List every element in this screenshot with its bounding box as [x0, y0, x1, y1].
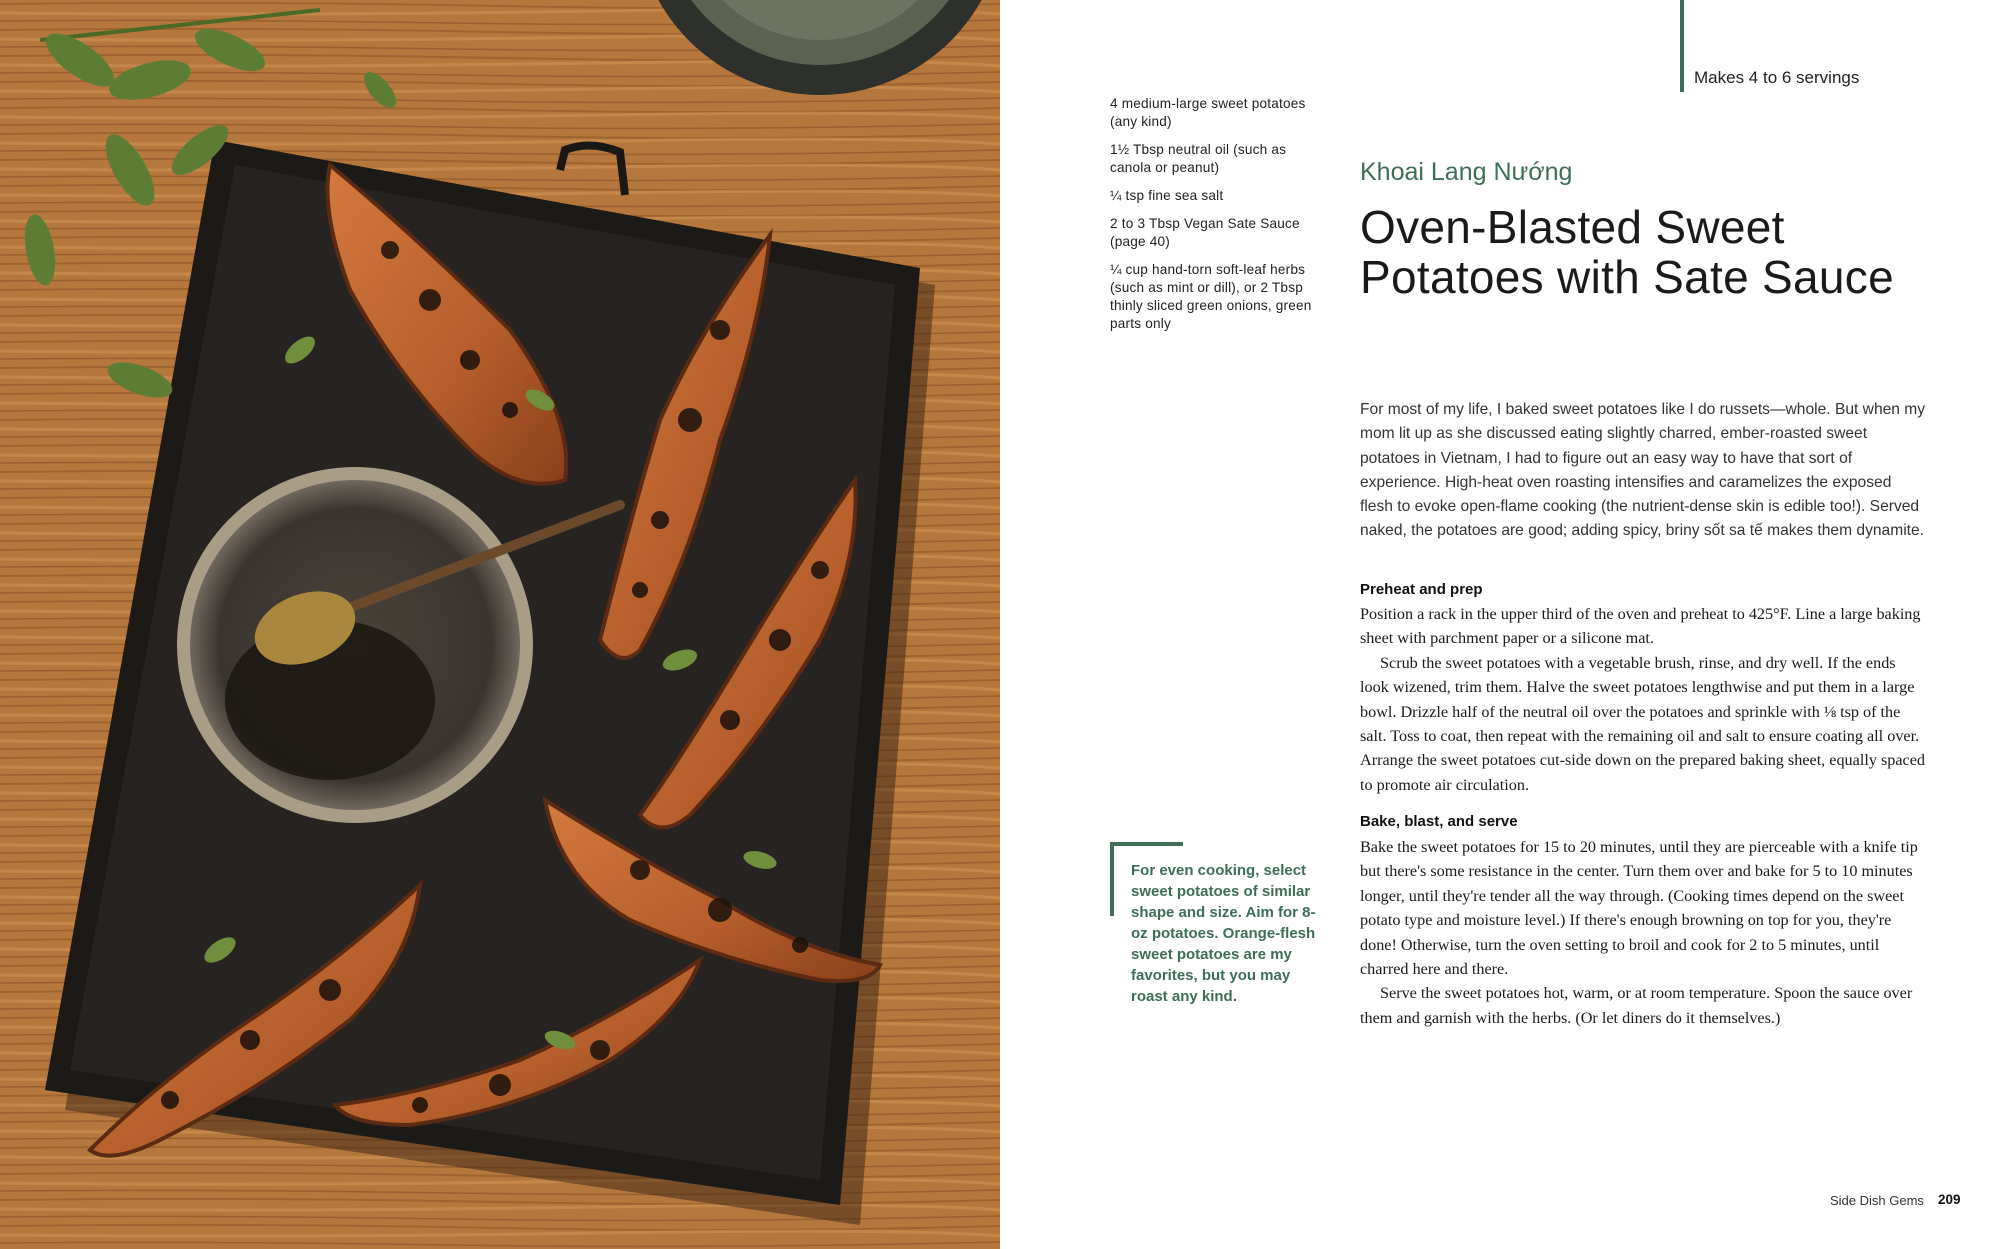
recipe-subtitle: Khoai Lang Nướng — [1360, 158, 1573, 186]
bake-body — [1360, 835, 1928, 1030]
servings: Makes 4 to 6 servings — [1694, 68, 1860, 87]
page-number: 209 — [1938, 1192, 1961, 1207]
ingredient-item: ¼ cup hand-torn soft-leaf herbs (such as mint or dill), or 2 Tbsp thinly sliced green onions, green parts only — [1110, 262, 1312, 331]
recipe-intro: For most of my life, I baked sweet potatoes like I do russets—whole. But when my mom lit up as she discussed eating slightly charred, ember-roasted sweet potatoes in Vietnam, I had to figure out an easy way to have that sort of experience. High-heat oven roasting intensifies and caramelizes the exposed flesh to evoke open-flame cooking (the nutrient-dense skin is edible too!). Served naked, the potatoes are good; adding spicy, briny sốt sa tế makes them dynamite. — [1360, 401, 1926, 540]
recipe-title-line2: Potatoes with Sate Sauce — [1360, 251, 1894, 303]
preheat-paragraph: Scrub the sweet potatoes with a vegetable brush, rinse, and dry well. If the ends look wizened, trim them. Halve the sweet potatoes lengthwise and put them in a large bowl. Drizzle half of the neutral oil over the potatoes and sprinkle with ⅛ tsp of the salt. Toss to coat, then repeat with the remaining oil and salt to ensure coating all over. Arrange the sweet potatoes cut-side down on the prepared baking sheet, equally spaced to promote air circulation. — [1360, 653, 1926, 794]
ingredient-item: 4 medium-large sweet potatoes (any kind) — [1110, 96, 1306, 129]
footer-section-title: Side Dish Gems — [1830, 1193, 1924, 1208]
preheat-heading: Preheat and prep — [1360, 581, 1483, 598]
ingredient-list — [1110, 95, 1315, 343]
bake-heading: Bake, blast, and serve — [1360, 813, 1518, 830]
tip-rule — [1110, 842, 1114, 916]
recipe-page — [1000, 0, 2000, 1249]
bake-paragraph: Serve the sweet potatoes hot, warm, or at room temperature. Spoon the sauce over them and garnish with the herbs. (Or let diners do it themselves.) — [1360, 984, 1913, 1027]
preheat-paragraph: Position a rack in the upper third of the oven and preheat to 425°F. Line a large baking sheet with parchment paper or a silicone mat. — [1360, 605, 1921, 648]
ingredient-item: 2 to 3 Tbsp Vegan Sate Sauce (page 40) — [1110, 216, 1300, 249]
cooking-tip: For even cooking, select sweet potatoes of similar shape and size. Aim for 8-oz potatoes. Orange-flesh sweet potatoes are my favorites, but you may roast any kind. — [1131, 862, 1316, 1005]
tip-rule — [1110, 842, 1183, 846]
preheat-body — [1360, 602, 1928, 797]
ingredient-item: ¼ tsp fine sea salt — [1110, 188, 1224, 203]
servings-rule — [1680, 0, 1684, 92]
ingredient-item: 1½ Tbsp neutral oil (such as canola or peanut) — [1110, 142, 1287, 175]
recipe-title — [1360, 202, 1920, 302]
recipe-title-line1: Oven-Blasted Sweet — [1360, 201, 1785, 253]
bake-paragraph: Bake the sweet potatoes for 15 to 20 minutes, until they are pierceable with a knife tip but there's some resistance in the center. Turn them over and bake for 5 to 10 minutes longer, until they're tender all the way through. (Cooking times depend on the sweet potato type and moisture level.) If there's enough browning on top for you, they're done! Otherwise, turn the oven setting to broil and cook for 2 to 5 minutes, until charred here and there. — [1360, 838, 1918, 979]
